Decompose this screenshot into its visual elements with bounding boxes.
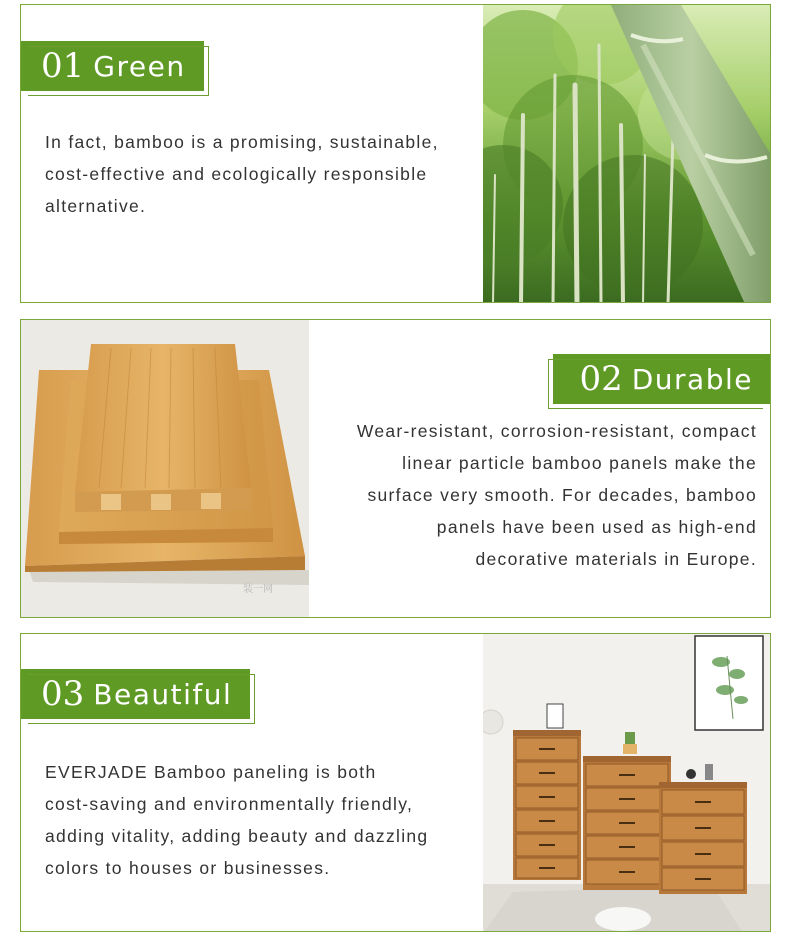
description-line: surface very smooth. For decades, bamboo xyxy=(367,485,757,505)
bamboo-forest-photo xyxy=(483,5,770,302)
description-line: panels have been used as high-end xyxy=(436,517,757,537)
section-title: Beautiful xyxy=(93,677,233,711)
description-line: In fact, bamboo is a promising, sustainable, xyxy=(45,132,439,152)
description-line: Wear-resistant, corrosion-resistant, compact xyxy=(356,421,757,441)
section-heading xyxy=(20,41,204,91)
description-line: cost-saving and environmentally friendly, xyxy=(45,794,414,814)
section-heading xyxy=(553,354,771,404)
description-line: colors to houses or businesses. xyxy=(45,858,331,878)
section-green xyxy=(20,4,771,303)
section-heading xyxy=(20,669,250,719)
section-title: Durable xyxy=(631,362,753,396)
section-durable xyxy=(20,319,771,618)
description-line: adding vitality, adding beauty and dazzling xyxy=(45,826,429,846)
bamboo-cabinets-photo xyxy=(483,634,770,931)
section-number: 03 xyxy=(41,674,85,714)
description-line: decorative materials in Europe. xyxy=(475,549,757,569)
section-description xyxy=(45,126,485,222)
description-line: alternative. xyxy=(45,196,147,216)
section-number: 01 xyxy=(41,46,85,86)
section-title: Green xyxy=(93,49,186,83)
description-line: linear particle bamboo panels make the xyxy=(402,453,757,473)
description-line: cost-effective and ecologically responsible xyxy=(45,164,428,184)
section-description xyxy=(317,415,757,575)
section-number: 02 xyxy=(579,359,623,399)
bamboo-board-photo xyxy=(21,320,309,617)
section-beautiful xyxy=(20,633,771,932)
description-line: EVERJADE Bamboo paneling is both xyxy=(45,762,377,782)
watermark-text: 装一网 xyxy=(243,584,273,595)
section-description xyxy=(45,756,475,884)
